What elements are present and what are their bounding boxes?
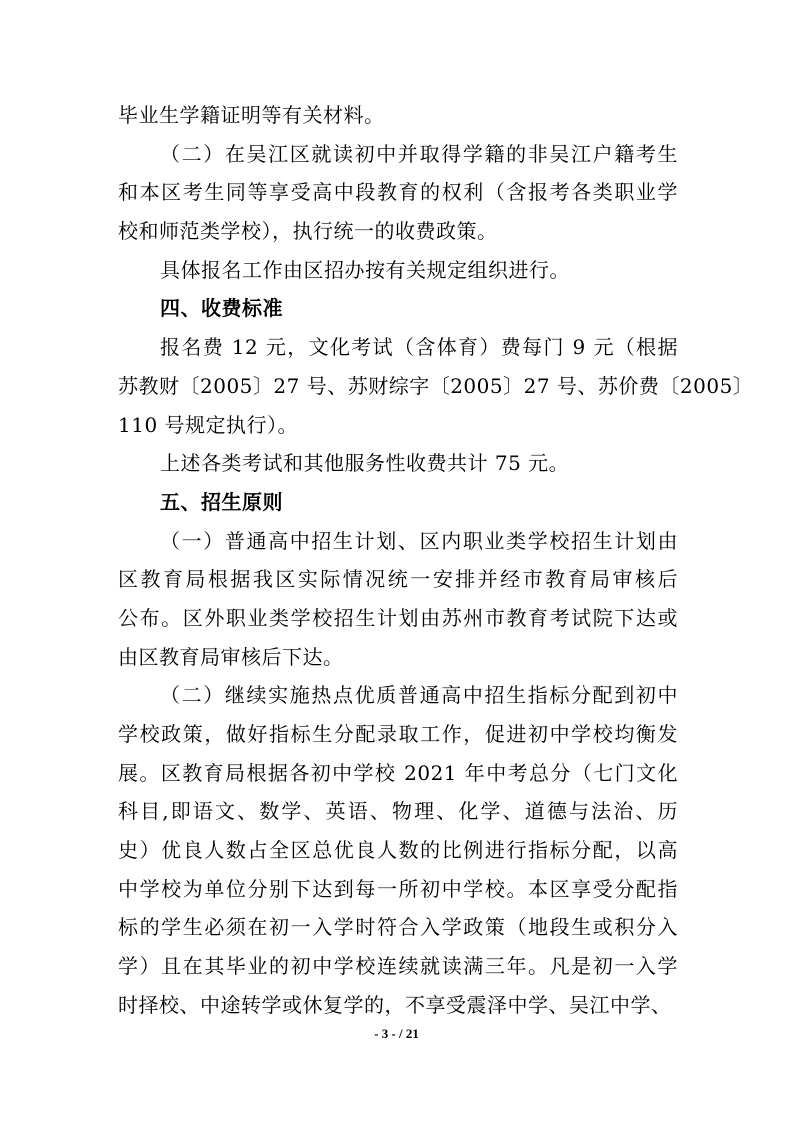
text-line: 史）优良人数占全区总优良人数的比例进行指标分配，以高 <box>118 838 678 863</box>
body-text <box>118 96 754 1025</box>
text-line: 区教育局根据我区实际情况统一安排并经市教育局审核后 <box>118 567 678 592</box>
text-line: 报名费 12 元，文化考试（含体育）费每门 9 元（根据 <box>160 335 678 360</box>
text-line: 学校政策，做好指标生分配录取工作，促进初中学校均衡发 <box>118 722 678 746</box>
text-line: （二）在吴江区就读初中并取得学籍的非吴江户籍考生 <box>160 141 678 166</box>
section-heading <box>118 289 678 328</box>
text-line: 苏教财〔2005〕27 号、苏财综字〔2005〕27 号、苏价费〔2005〕 <box>118 373 754 398</box>
paragraph <box>118 522 678 677</box>
heading-line: 四、收费标准 <box>160 296 283 321</box>
text-line: 由区教育局审核后下达。 <box>118 644 344 669</box>
text-line: （二）继续实施热点优质普通高中招生指标分配到初中 <box>160 683 678 708</box>
text-line: 中学校为单位分别下达到每一所初中学校。本区享受分配指 <box>118 876 678 901</box>
text-line: 学）且在其毕业的初中学校连续就读满三年。凡是初一入学 <box>118 954 678 979</box>
text-line: 校和师范类学校），执行统一的收费政策。 <box>118 219 498 244</box>
text-line: 科目,即语文、数学、英语、物理、化学、道德与法治、历 <box>118 799 678 824</box>
paragraph <box>118 96 678 135</box>
text-line: （一）普通高中招生计划、区内职业类学校招生计划由 <box>160 528 678 553</box>
heading-line: 五、招生原则 <box>160 489 283 514</box>
paragraph <box>118 328 754 444</box>
text-line: 110 号规定执行）。 <box>118 412 299 437</box>
paragraph <box>118 135 678 251</box>
paragraph <box>118 251 678 290</box>
text-line: 时择校、中途转学或休复学的，不享受震泽中学、吴江中学、 <box>118 992 672 1017</box>
section-heading <box>118 483 678 522</box>
paragraph <box>118 444 678 483</box>
text-line: 展。区教育局根据各初中学校 2021 年中考总分（七门文化 <box>118 760 678 785</box>
text-line: 毕业生学籍证明等有关材料。 <box>118 103 385 127</box>
text-line: 和本区考生同等享受高中段教育的权利（含报考各类职业学 <box>118 180 678 205</box>
text-line: 标的学生必须在初一入学时符合入学政策（地段生或积分入 <box>118 915 678 940</box>
paragraph <box>118 676 678 1024</box>
text-line: 公布。区外职业类学校招生计划由苏州市教育考试院下达或 <box>118 605 678 630</box>
page-number: - 3 - / 21 <box>374 1026 419 1041</box>
text-line: 具体报名工作由区招办按有关规定组织进行。 <box>160 257 570 282</box>
text-line: 上述各类考试和其他服务性收费共计 75 元。 <box>160 451 570 476</box>
